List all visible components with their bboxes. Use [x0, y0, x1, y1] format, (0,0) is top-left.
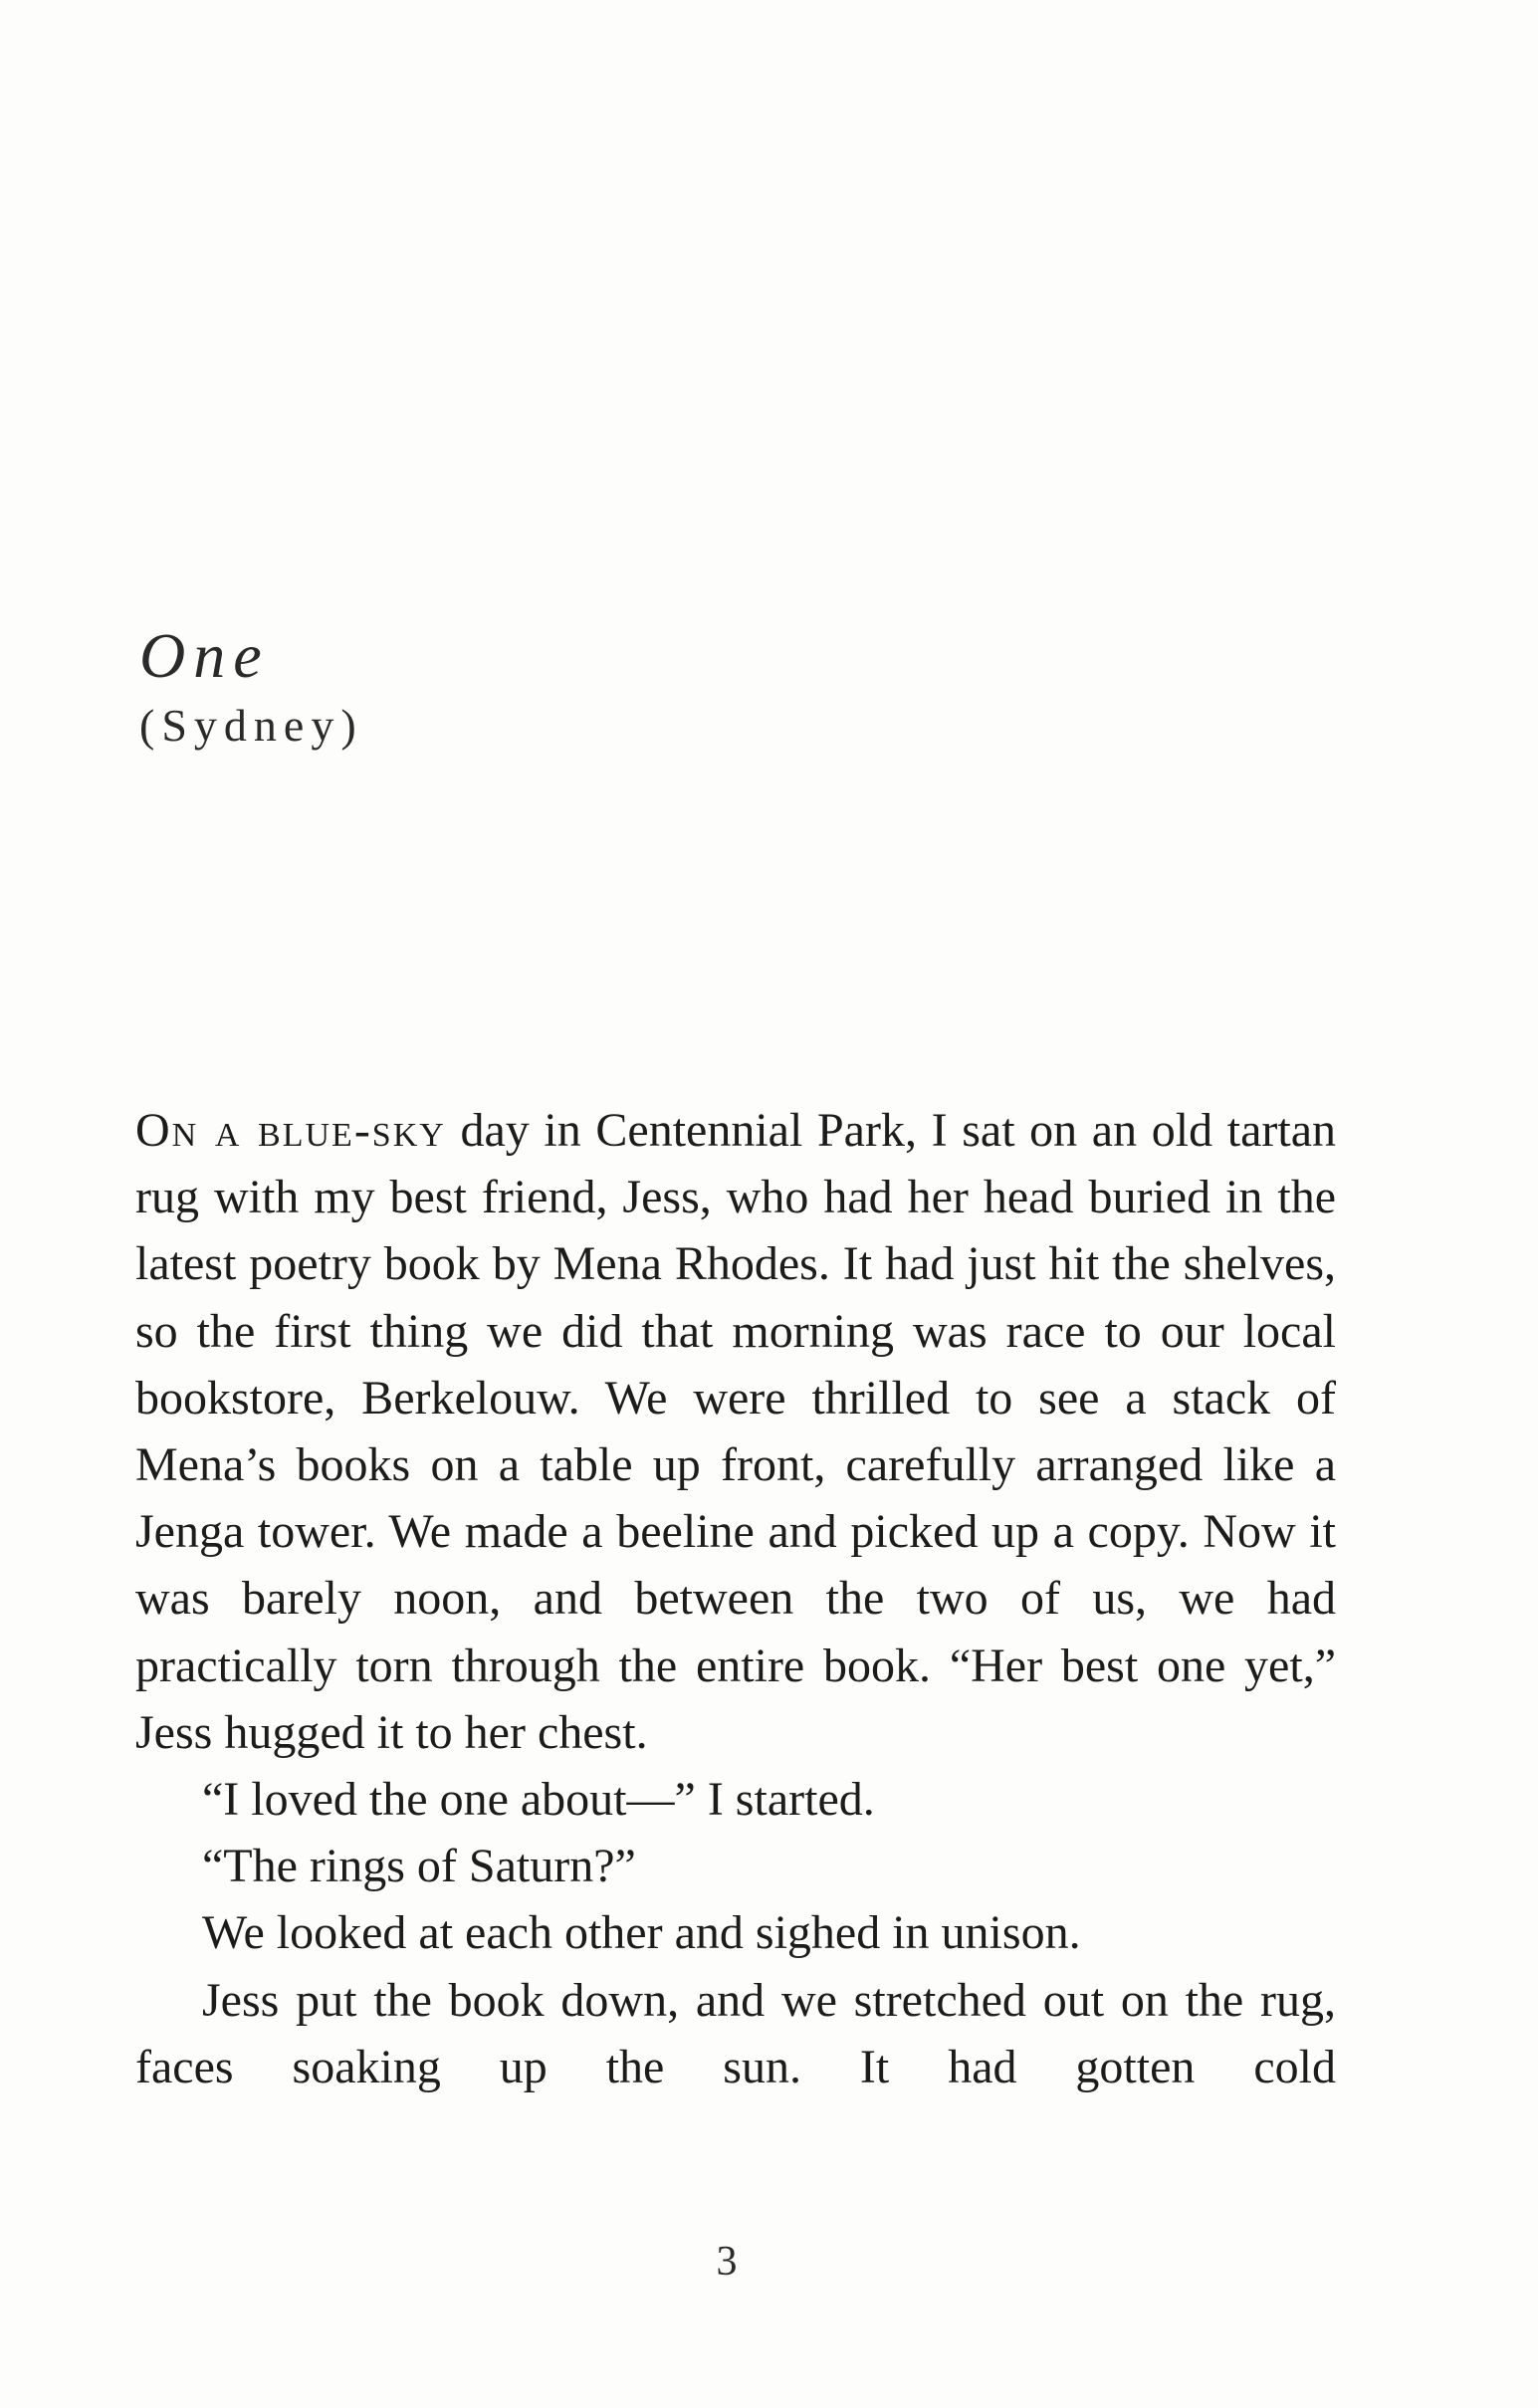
- paragraph-lead-in: On a blue-sky: [135, 1104, 446, 1157]
- paragraph: [135, 1097, 1336, 1766]
- paragraph: “The rings of Saturn?”: [202, 1840, 636, 1893]
- page-number: 3: [716, 2239, 738, 2285]
- chapter-subtitle: (Sydney): [139, 700, 363, 751]
- body-text: [135, 1097, 1336, 2100]
- chapter-title: One: [139, 620, 270, 691]
- paragraph: “I loved the one about—” I started.: [202, 1773, 875, 1827]
- paragraph-text: day in Centennial Park, I sat on an old tartan rug with my best friend, Jess, who had her head buried in the latest poetry book by Mena Rhodes. It had just hit the shelves, so the first thing we did that morning was race to our local bookstore, Berkelouw. We were thrilled to see a stack of Mena’s books on a table up front, carefully arranged like a Jenga tower. We made a beeline and picked up a copy. Now it was barely noon, and between the two of us, we had practically torn through the entire book. “Her best one yet,” Jess hugged it to her chest.: [135, 1104, 1336, 1759]
- paragraph: Jess put the book down, and we stretched out on the rug, faces soaking up the sun. It had gotten cold: [135, 1973, 1336, 2093]
- chapter-heading: [139, 619, 936, 759]
- paragraph: We looked at each other and sighed in unison.: [202, 1906, 1081, 1960]
